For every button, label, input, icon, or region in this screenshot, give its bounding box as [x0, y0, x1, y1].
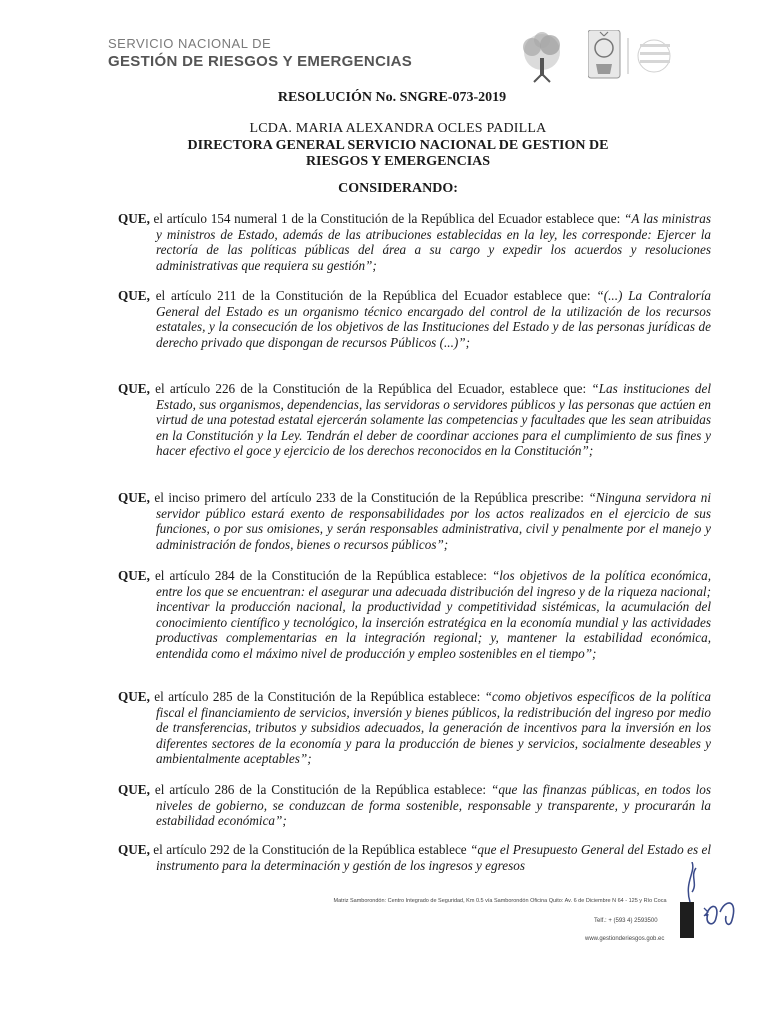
clause-quote: “Ninguna servidora ni servidor público estará exento de responsabilidades por los actos realizados en el ejercicio de sus funciones, o por sus omisiones, y serán responsables administrativa, civil y penalmente por el manejo y administración de fondos, bienes o recursos públicos”;: [156, 490, 711, 552]
clause-7: [118, 782, 711, 829]
clause-que: QUE,: [118, 568, 150, 583]
agency-name-line1: SERVICIO NACIONAL DE: [108, 36, 272, 51]
clause-body: el artículo 226 de la Constitución de la República del Ecuador, establece que:: [149, 381, 592, 396]
signatory-title-line2: RIESGOS Y EMERGENCIAS: [305, 154, 491, 169]
clause-quote: “como objetivos específicos de la política fiscal el financiamiento de servicios, inversión y bienes públicos, la redistribución del ingreso por medio de transferencias, tributos y subsidios adecuados, la generación de incentivos para la inversión en los diferentes sectores de la economía y para la producción de bienes y servicios, socialmente deseables y ambientalmente aceptables”;: [156, 689, 711, 766]
clause-body: el inciso primero del artículo 233 de la Constitución de la República prescribe:: [149, 490, 589, 505]
clause-que: QUE,: [118, 288, 150, 303]
clause-quote: “que las finanzas públicas, en todos los niveles de gobierno, se conduzcan de forma sostenible, responsable y transparente, y procurarán la estabilidad económica”;: [156, 782, 711, 828]
clause-quote: “que el Presupuesto General del Estado es el instrumento para la determinación y gestión de los ingresos y egresos: [156, 842, 711, 873]
tree-logo-icon: [512, 30, 572, 84]
clause-4: [118, 490, 711, 552]
signatory-title-line1: DIRECTORA GENERAL SERVICIO NACIONAL DE GESTION DE: [187, 138, 609, 153]
clause-que: QUE,: [118, 689, 150, 704]
clause-body: el artículo 284 de la Constitución de la República establece:: [149, 568, 492, 583]
footer-website[interactable]: www.gestionderiesgos.gob.ec: [585, 936, 665, 942]
clause-quote: “A las ministras y ministros de Estado, además de las atribuciones establecidas en la ley, les corresponde: Ejercer la rectoría de las políticas públicas del área a su cargo y expedir los acuerdos y resoluciones administrativas que requiera su gestión”;: [156, 211, 711, 273]
clause-1: [118, 211, 711, 273]
clause-body: el artículo 292 de la Constitución de la República establece: [149, 842, 471, 857]
signatory-title: [98, 138, 698, 170]
clause-body: el artículo 154 numeral 1 de la Constitución de la República del Ecuador establece que:: [149, 211, 624, 226]
clause-que: QUE,: [118, 381, 150, 396]
clause-6: [118, 689, 711, 767]
clause-que: QUE,: [118, 782, 150, 797]
clause-3: [118, 381, 711, 459]
clause-que: QUE,: [118, 842, 150, 857]
signature-icon: [670, 862, 750, 942]
clause-quote: “los objetivos de la política económica, entre los que se encuentran: el asegurar una adecuada distribución del ingreso y de la riqueza nacional; incentivar la producción nacional, la productividad y competitividad sistémicas, la acumulación del conocimiento científico y tecnológico, la inserción estratégica en la economía mundial y las actividades productivas complementarias en la integración regional; y, mantener la estabilidad económica, entendida como el máximo nivel de producción y empleo sostenibles en el tiempo”;: [156, 568, 712, 661]
clause-que: QUE,: [118, 211, 150, 226]
footer-address: Matriz Samborondón: Centro Integrado de Seguridad, Km 0.5 vía Samborondón Oficina Quito: Av. 6 de Diciembre N 64 - 125 y Río Coca: [333, 898, 667, 904]
clause-body: el artículo 286 de la Constitución de la República establece:: [149, 782, 491, 797]
clause-quote: “Las instituciones del Estado, sus organismos, dependencias, las servidoras o servidores públicos y las personas que actúen en virtud de una potestad estatal ejercerán solamente las competencias y facultades que les sean atribuidas en la Constitución y la Ley. Tendrán el deber de coordinar acciones para el cumplimiento de sus fines y hacer efectivo el goce y ejercicio de los derechos reconocidos en la Constitución”;: [156, 381, 711, 458]
clause-2: [118, 288, 711, 350]
clause-5: [118, 568, 711, 661]
clause-quote: “(...) La Contraloría General del Estado es un organismo técnico encargado del control de la utilización de los recursos estatales, y la consecución de los objetivos de las Instituciones del Estado y de las personas jurídicas de derecho privado que dispongan de recursos Públicos (...)”;: [156, 288, 711, 350]
clause-body: el artículo 211 de la Constitución de la República del Ecuador establece que:: [149, 288, 597, 303]
agency-name-line2: GESTIÓN DE RIESGOS Y EMERGENCIAS: [108, 53, 413, 70]
section-heading: CONSIDERANDO:: [338, 181, 458, 196]
clause-body: el artículo 285 de la Constitución de la República establece:: [149, 689, 485, 704]
signatory-name: LCDA. MARIA ALEXANDRA OCLES PADILLA: [249, 121, 547, 136]
government-seal-icon: [588, 30, 678, 82]
resolution-title: RESOLUCIÓN No. SNGRE-073-2019: [277, 90, 507, 105]
page-header: [0, 0, 768, 92]
footer-telephone: Telf.: + (593 4) 2593500: [594, 918, 658, 924]
clause-8: [118, 842, 711, 873]
clause-que: QUE,: [118, 490, 150, 505]
